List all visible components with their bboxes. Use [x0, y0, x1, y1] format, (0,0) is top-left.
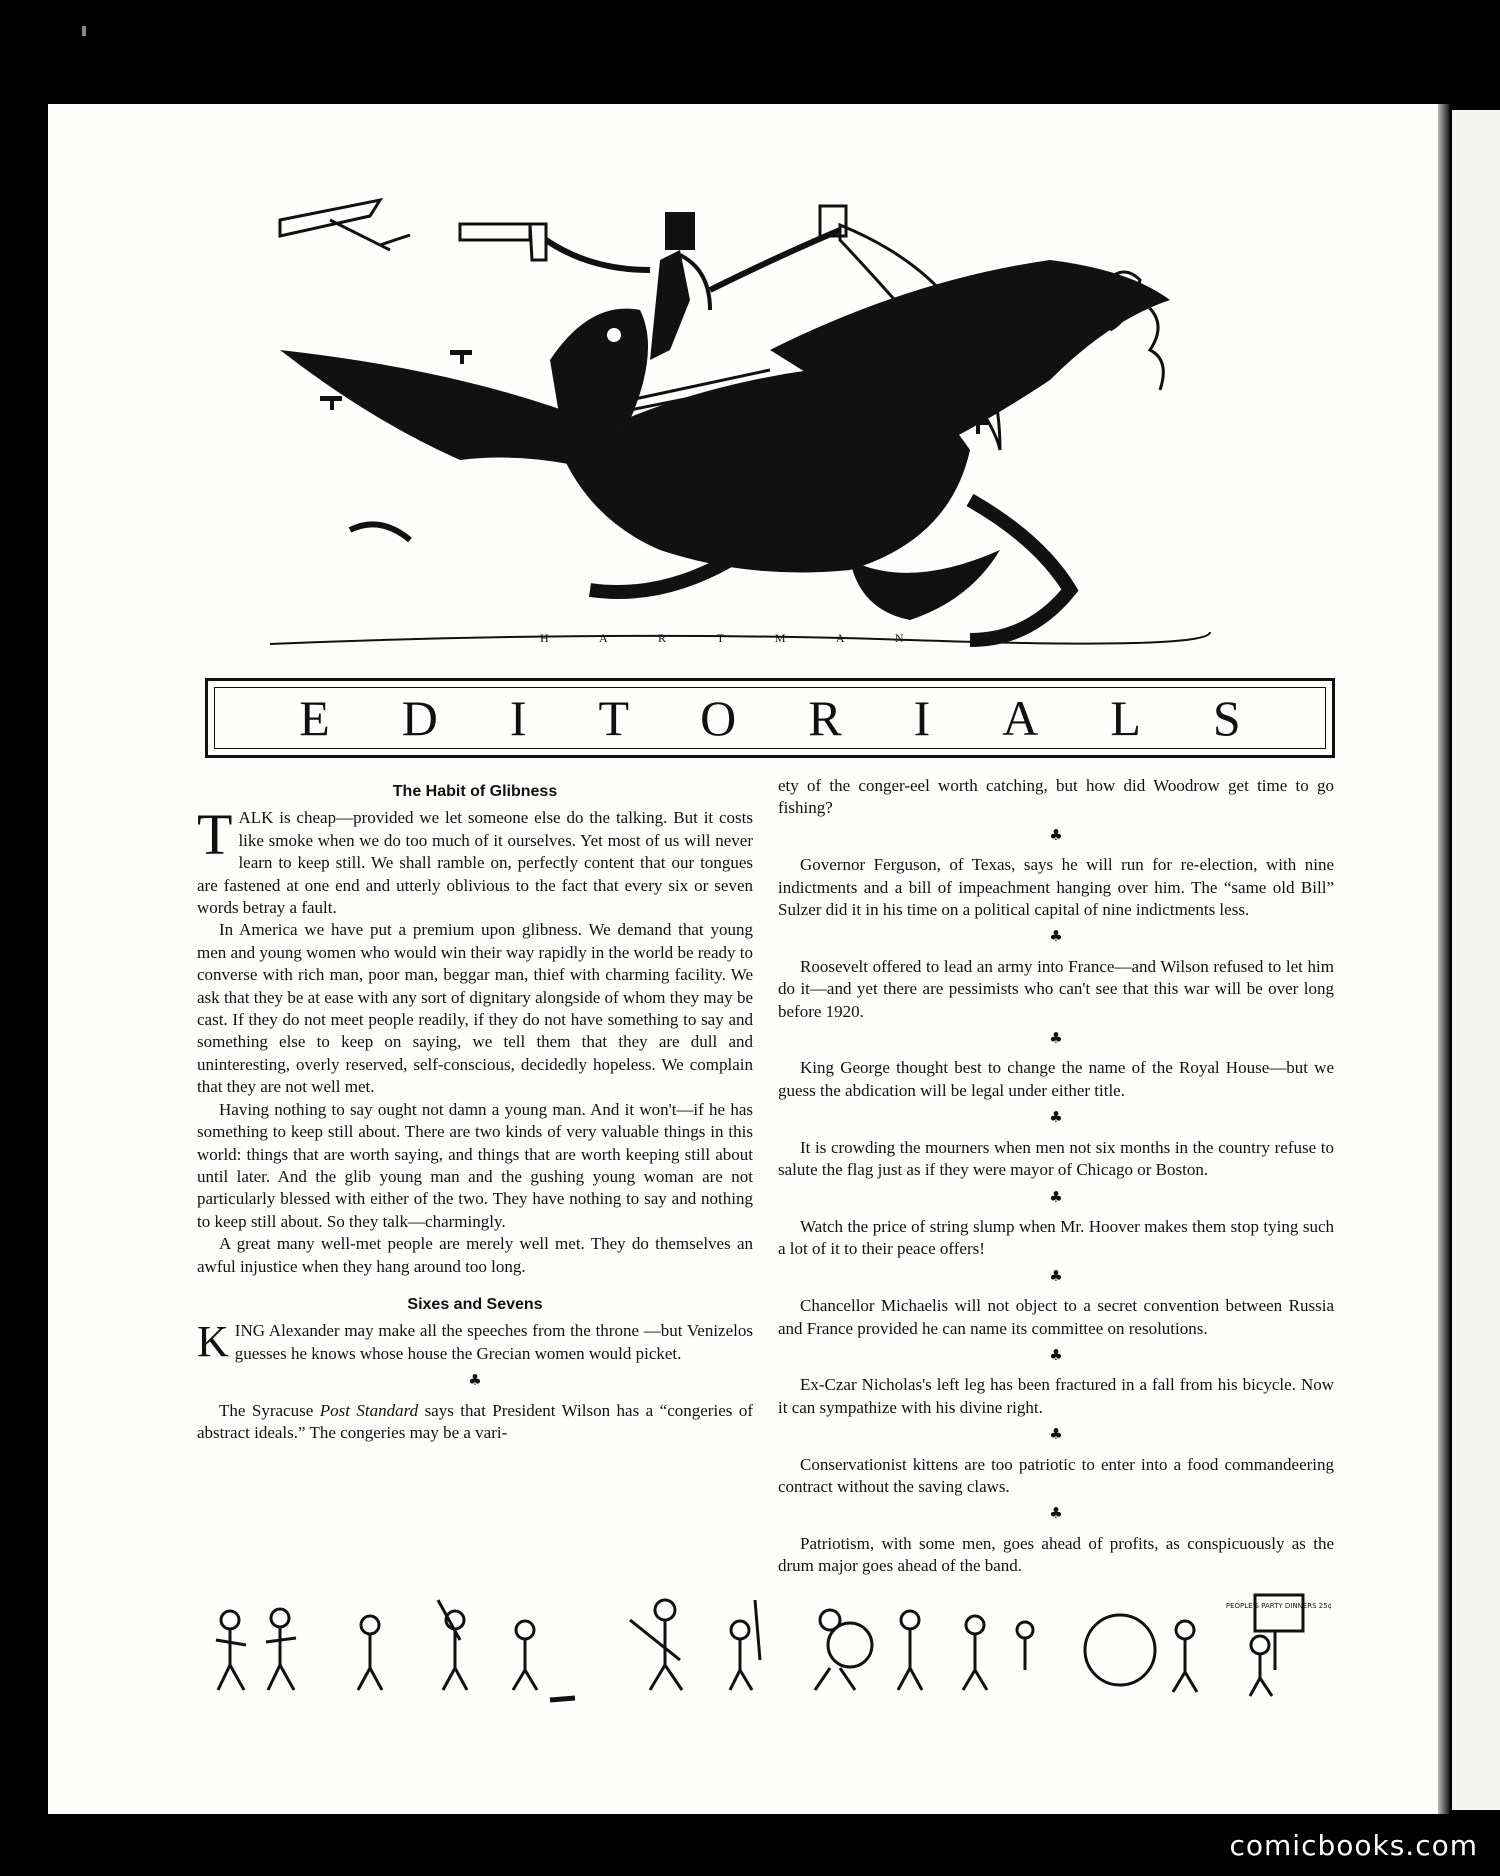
right-column — [778, 775, 1334, 1578]
club-ornament: ♣ — [1049, 1029, 1063, 1048]
drop-cap: K — [197, 1317, 229, 1367]
article-paragraph — [197, 1400, 753, 1445]
artist-year: 1917 — [990, 632, 1010, 643]
club-ornament: ♣ — [1049, 927, 1063, 946]
club-ornament: ♣ — [1049, 1187, 1063, 1206]
article-paragraph: In America we have put a premium upon glibness. We demand that young men and young women who would win their way rapidly in the world be ready to converse with rich man, poor man, beggar man, thief with charming facility. We ask that they be at ease with any sort of dignitary alongside of whom they may be cast. If they do not meet people readily, if they do not have something to say and something else to keep on saying, we tell them that they are dull and uninteresting, overly reserved, self-conscious, decidedly hopeless. We complain that they are not well met. — [197, 920, 753, 1097]
scan-mark — [82, 26, 86, 36]
adjacent-page-edge — [1452, 110, 1500, 1810]
article-heading: The Habit of Glibness — [392, 783, 558, 800]
left-column — [197, 775, 753, 1444]
marcher-figure — [216, 1611, 246, 1690]
article-paragraph — [197, 802, 753, 919]
club-ornament: ♣ — [1049, 1108, 1063, 1127]
paragraph-text: says that President Wilson has a “congeries of abstract ideals.” The congeries may be a vari- — [197, 1400, 753, 1442]
club-ornament: ♣ — [1049, 825, 1063, 844]
parade-illustration — [210, 1590, 1340, 1710]
continued-paragraph: ety of the conger-eel worth catching, but how did Woodrow get time to go fishing? — [778, 776, 1334, 818]
club-ornament: ♣ — [1049, 1345, 1063, 1364]
banner-title: EDITORIALS — [299, 690, 1313, 746]
parade-sign-text: PEOPLE'S PARTY DINNERS 25¢ — [1225, 1602, 1333, 1610]
paragraph-text: The Syracuse — [219, 1400, 320, 1420]
editorial-item: Conservationist kittens are too patriotic to enter into a food commandeering contract without the saving claws. — [778, 1454, 1334, 1496]
newspaper-name: Post Standard — [319, 1400, 419, 1420]
editorial-item: Ex-Czar Nicholas's left leg has been fractured in a fall from his bicycle. Now it can sympathize with his divine right. — [778, 1375, 1334, 1417]
article-paragraph: Having nothing to say ought not damn a young man. And it won't—if he has something to keep still about. There are two kinds of very valuable things in this world: things that are worth saying, and things that are worth keeping still about until later. And the glib young man and the gushing young woman are not particularly blessed with either of the two. They have nothing to say and nothing to keep still about. So they talk—charmingly. — [197, 1099, 753, 1231]
club-ornament: ♣ — [1049, 1266, 1063, 1285]
editorial-item: Watch the price of string slump when Mr. Hoover makes them stop tying such a lot of it to their peace offers! — [778, 1216, 1334, 1259]
editorial-item: Patriotism, with some men, goes ahead of profits, as conspicuously as the drum major goes ahead of the band. — [778, 1533, 1334, 1576]
club-ornament: ♣ — [1049, 1504, 1063, 1523]
paragraph-text: ALK is cheap—provided we let someone else do the talking. But it costs like smoke when we do too much of it ourselves. Yet most of us will never learn to keep still. We shall ramble on, perfectly content that our tongues are fastened at one end and utterly oblivious to the fact that every six or seven words betray a fault. — [197, 808, 753, 918]
artist-signature: H A R T M A N — [540, 631, 928, 645]
editorial-item: Roosevelt offered to lead an army into France—and Wilson refused to let him do it—and yet there are pessimists who can't see that this war will be over long before 1920. — [778, 956, 1334, 1021]
club-ornament: ♣ — [468, 1371, 482, 1390]
editorials-banner — [205, 678, 1335, 758]
editorial-item: Governor Ferguson, of Texas, says he will run for re-election, with nine indictments and a bill of impeachment hanging over him. The “same old Bill” Sulzer did it in his time on a political capital of nine indictments less. — [778, 855, 1334, 920]
drop-cap: T — [197, 802, 233, 868]
eagle-rider-illustration — [210, 120, 1380, 650]
site-watermark: comicbooks.com — [1229, 1829, 1478, 1862]
club-ornament: ♣ — [1049, 1425, 1063, 1444]
paragraph-text: ING Alexander may make all the speeches from the throne —but Venizelos guesses he knows whose house the Grecian women would picket. — [234, 1321, 753, 1363]
article-heading: Sixes and Sevens — [407, 1295, 543, 1313]
page-gutter — [1438, 104, 1450, 1814]
editorial-item: Chancellor Michaelis will not object to a secret convention between Russia and France provided he can name its committee on resolutions. — [778, 1296, 1334, 1338]
editorial-item: King George thought best to change the name of the Royal House—but we guess the abdication will be legal under either title. — [778, 1058, 1334, 1100]
article-paragraph: A great many well-met people are merely well met. They do themselves an awful injustice when they hang around too long. — [197, 1234, 753, 1276]
editorial-item: It is crowding the mourners when men not six months in the country refuse to salute the flag just as if they were mayor of Chicago or Boston. — [778, 1137, 1334, 1180]
article-paragraph — [197, 1317, 753, 1367]
